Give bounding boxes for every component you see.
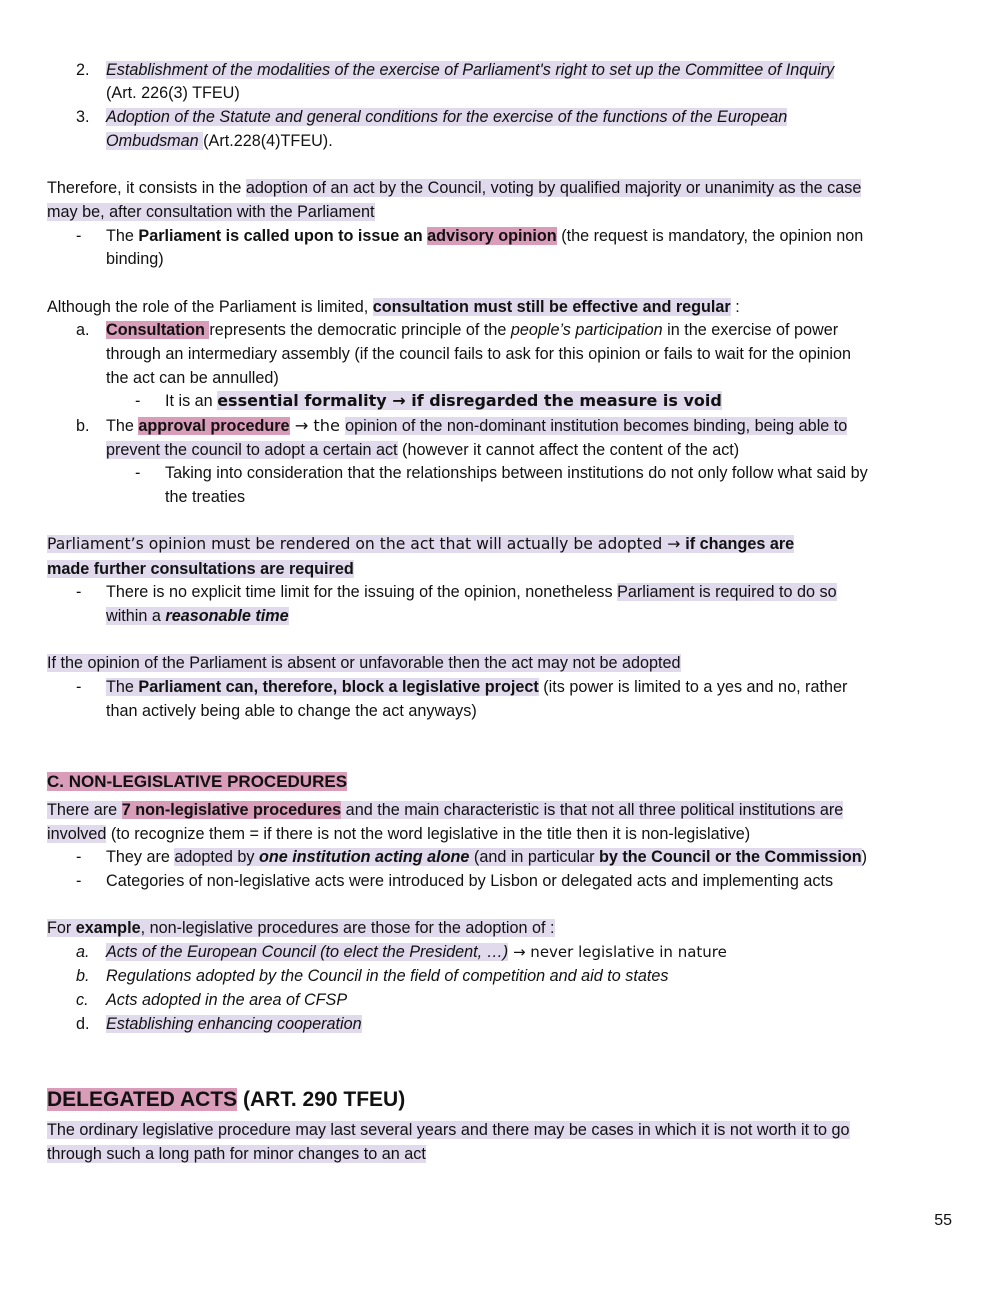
bullet-text: (its power is limited to a yes and no, rather bbox=[538, 678, 848, 696]
item-arrow: → the bbox=[289, 416, 346, 435]
bullet-dash: - bbox=[135, 464, 141, 482]
bullet-text: The bbox=[106, 227, 139, 245]
item-b-line2 bbox=[106, 438, 739, 462]
paragraph-role-limited bbox=[47, 295, 740, 319]
item-a-line1 bbox=[106, 318, 838, 342]
bullet-advisory-line1 bbox=[106, 224, 863, 248]
bullet-dash: - bbox=[76, 583, 82, 601]
bullet-dash: - bbox=[76, 848, 82, 866]
delegated-line1 bbox=[47, 1118, 850, 1142]
para-highlight: If the opinion of the Parliament is absent or unfavorable then the act may not be adopted bbox=[47, 654, 681, 672]
item-text: in the exercise of power bbox=[662, 321, 839, 339]
example-post: → never legislative in nature bbox=[508, 943, 727, 961]
para-text: Therefore, it consists in the bbox=[47, 179, 246, 197]
section-highlight: and the main characteristic is that not all three political institutions are bbox=[341, 801, 844, 819]
item-italic: people’s participation bbox=[510, 321, 663, 339]
bullet-dash: - bbox=[76, 678, 82, 696]
list-marker: a. bbox=[76, 943, 90, 961]
bullet-text: binding) bbox=[106, 250, 164, 268]
advisory-opinion-highlight: advisory opinion bbox=[427, 227, 557, 245]
paragraph-consultation-line2 bbox=[47, 200, 375, 224]
heading-delegated-acts bbox=[47, 1086, 405, 1114]
list-marker: c. bbox=[76, 991, 89, 1009]
heading-highlight: DELEGATED ACTS bbox=[47, 1088, 238, 1111]
bullet-highlight: (and in particular bbox=[469, 848, 600, 866]
para-highlight: may be, after consultation with the Parliament bbox=[47, 203, 375, 221]
para-highlight: Parliament’s opinion must be rendered on the act that will actually be adopted → bbox=[47, 535, 686, 553]
bullet-highlight: adopted by bbox=[174, 848, 259, 866]
item-a-sub-bullet bbox=[165, 389, 722, 413]
paragraph-consultation-line1 bbox=[47, 176, 861, 200]
example-text: Establishing enhancing cooperation bbox=[106, 1015, 362, 1033]
item-text: It is an bbox=[165, 392, 218, 410]
example-text: Acts of the European Council (to elect the President, …) bbox=[106, 943, 509, 961]
list-item-3-line1 bbox=[106, 105, 787, 129]
page-number: 55 bbox=[934, 1212, 952, 1229]
section-c-line2 bbox=[47, 822, 750, 846]
example-text: Regulations adopted by the Council in the field of competition and aid to states bbox=[106, 967, 669, 985]
essential-formality-highlight: essential formality → if disregarded the measure is void bbox=[217, 391, 722, 410]
section-heading-non-legislative bbox=[47, 770, 347, 794]
para-highlight-bold: made further consultations are required bbox=[47, 560, 354, 578]
approval-procedure-highlight: approval procedure bbox=[138, 417, 290, 435]
section-c-line1 bbox=[47, 798, 843, 822]
para-highlight-bold: consultation must still be effective and regular bbox=[372, 298, 731, 316]
bullet-dash: - bbox=[76, 872, 82, 890]
para-text: : bbox=[730, 298, 740, 316]
paragraph-opinion-absent bbox=[47, 651, 681, 675]
list-marker: 3. bbox=[76, 108, 90, 126]
seven-procedures-highlight: 7 non-legislative procedures bbox=[121, 801, 342, 819]
section-text: (to recognize them = if there is not the word legislative in the title then it is non-legislative) bbox=[106, 825, 751, 843]
section-text: There are bbox=[47, 801, 122, 819]
examples-intro bbox=[47, 916, 555, 940]
paragraph-opinion-rendered-line1 bbox=[47, 532, 794, 556]
list-item-3-line2 bbox=[106, 129, 333, 153]
examples-text: For bbox=[47, 919, 76, 937]
item-a-line3 bbox=[106, 366, 279, 390]
bullet-text: There is no explicit time limit for the issuing of the opinion, nonetheless bbox=[106, 583, 618, 601]
bullet-time-limit-line1 bbox=[106, 580, 837, 604]
item-b-sub-line1 bbox=[165, 461, 868, 485]
item-a-line2 bbox=[106, 342, 851, 366]
list-item-3-text-a: Adoption of the Statute and general conditions for the exercise of the functions of the European bbox=[106, 108, 788, 126]
item-text: the act can be annulled) bbox=[106, 369, 279, 387]
bullet-text: (the request is mandatory, the opinion non bbox=[556, 227, 864, 245]
delegated-highlight: through such a long path for minor changes to an act bbox=[47, 1145, 426, 1163]
item-text: Taking into consideration that the relationships between institutions do not only follow what said by bbox=[165, 464, 868, 482]
item-b-sub-line2 bbox=[165, 485, 245, 509]
list-marker: b. bbox=[76, 417, 90, 435]
bullet-bold: Parliament is called upon to issue an bbox=[138, 227, 428, 245]
example-item-b bbox=[106, 964, 668, 988]
list-item-3-text-b: Ombudsman bbox=[106, 132, 204, 150]
section-highlight: involved bbox=[47, 825, 107, 843]
bullet-block-project-line1 bbox=[106, 675, 847, 699]
item-highlight: opinion of the non-dominant institution becomes binding, being able to bbox=[345, 417, 848, 435]
bullet-advisory-line2 bbox=[106, 247, 164, 271]
item-b-line1 bbox=[106, 414, 847, 438]
item-text: the treaties bbox=[165, 488, 246, 506]
item-text: represents the democratic principle of the bbox=[209, 321, 511, 339]
bullet-dash: - bbox=[76, 227, 82, 245]
section-heading: C. NON-LEGISLATIVE PROCEDURES bbox=[47, 772, 348, 791]
delegated-highlight: The ordinary legislative procedure may last several years and there may be cases in which it is not worth it to go bbox=[47, 1121, 850, 1139]
example-item-d bbox=[106, 1012, 362, 1036]
bullet-highlight: Parliament is required to do so bbox=[617, 583, 837, 601]
examples-bold: example bbox=[75, 919, 141, 937]
item-text: through an intermediary assembly (if the council fails to ask for this opinion or fails to wait for the opinion bbox=[106, 345, 851, 363]
bullet-dash: - bbox=[135, 392, 141, 410]
bullet-text: They are bbox=[106, 848, 175, 866]
item-text: (however it cannot affect the content of the act) bbox=[397, 441, 740, 459]
list-marker: b. bbox=[76, 967, 90, 985]
examples-text: , non-legislative procedures are those for the adoption of : bbox=[140, 919, 555, 937]
list-marker: d. bbox=[76, 1015, 90, 1033]
para-highlight: adoption of an act by the Council, voting by qualified majority or unanimity as the case bbox=[245, 179, 862, 197]
section-c-bullet2 bbox=[106, 869, 833, 893]
delegated-line2 bbox=[47, 1142, 426, 1166]
list-marker: 2. bbox=[76, 61, 90, 79]
bullet-block-project-line2 bbox=[106, 699, 477, 723]
para-text: Although the role of the Parliament is limited, bbox=[47, 298, 373, 316]
item-highlight: prevent the council to adopt a certain act bbox=[106, 441, 398, 459]
bullet-text: Categories of non-legislative acts were introduced by Lisbon or delegated acts and implementing acts bbox=[106, 872, 834, 890]
item-text: The bbox=[106, 417, 139, 435]
consultation-highlight: Consultation bbox=[106, 321, 210, 339]
section-c-bullet1 bbox=[106, 845, 867, 869]
bullet-highlight-bold-italic: one institution acting alone bbox=[259, 848, 470, 866]
example-item-a bbox=[106, 940, 727, 964]
reasonable-time-highlight: reasonable time bbox=[165, 607, 289, 625]
bullet-highlight-bold: by the Council or the Commission bbox=[599, 848, 862, 866]
para-highlight-bold: if changes are bbox=[685, 535, 795, 553]
bullet-text: ) bbox=[861, 848, 868, 866]
bullet-highlight: The bbox=[106, 678, 139, 696]
list-item-2-line2 bbox=[106, 81, 240, 105]
list-marker: a. bbox=[76, 321, 90, 339]
list-item-3-ref: (Art.228(4)TFEU). bbox=[203, 132, 333, 150]
example-text: Acts adopted in the area of CFSP bbox=[106, 991, 348, 1009]
bullet-time-limit-line2 bbox=[106, 604, 289, 628]
bullet-highlight: within a bbox=[106, 607, 166, 625]
example-item-c bbox=[106, 988, 347, 1012]
bullet-text: than actively being able to change the act anyways) bbox=[106, 702, 477, 720]
paragraph-opinion-rendered-line2 bbox=[47, 557, 354, 581]
list-item-2-line1 bbox=[106, 58, 834, 82]
bullet-highlight-bold: Parliament can, therefore, block a legislative project bbox=[138, 678, 539, 696]
list-item-2-text: Establishment of the modalities of the exercise of Parliament's right to set up the Committee of Inquiry bbox=[106, 61, 835, 79]
heading-text: (ART. 290 TFEU) bbox=[237, 1088, 406, 1111]
list-item-2-ref: (Art. 226(3) TFEU) bbox=[106, 84, 240, 102]
